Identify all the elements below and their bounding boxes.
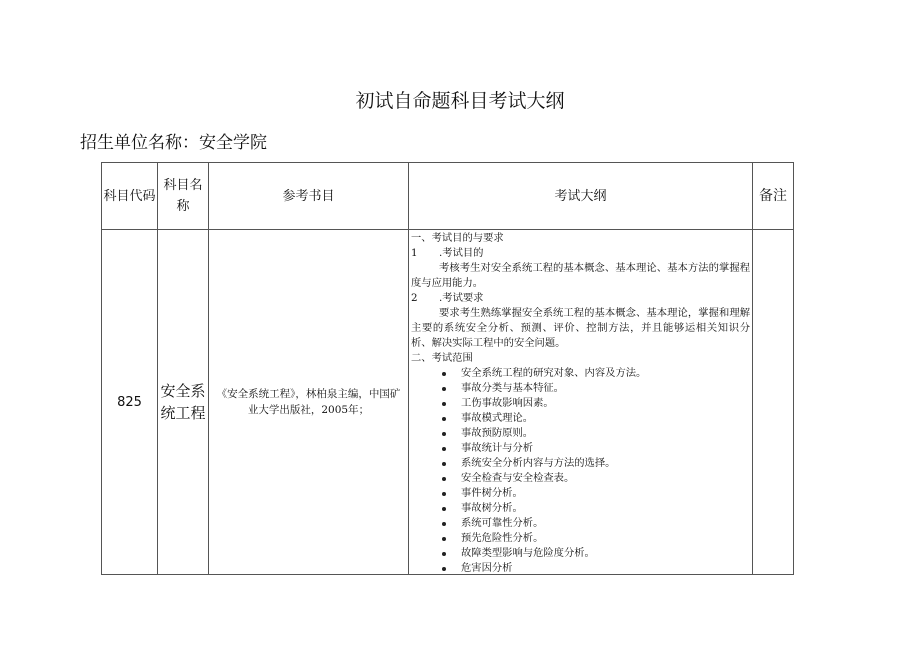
list-item: 事件树分析。	[439, 486, 750, 501]
header-remark: 备注	[753, 163, 794, 230]
header-code: 科目代码	[102, 163, 158, 230]
header-books: 参考书目	[209, 163, 409, 230]
topic-list	[411, 366, 750, 574]
unit-name-line: 招生单位名称：安全学院	[80, 133, 267, 153]
outline-cell	[409, 230, 753, 575]
list-item: 安全检查与安全检查表。	[439, 471, 750, 486]
reference-books: 《安全系统工程》，林柏泉主编，中国矿业大学出版社，2005年；	[209, 230, 409, 575]
list-item: 事故分类与基本特征。	[439, 381, 750, 396]
remark-cell	[753, 230, 794, 575]
outline-content	[409, 230, 752, 574]
item-number: 1	[411, 247, 418, 259]
list-item: 事故预防原则。	[439, 426, 750, 441]
list-item: 预先危险性分析。	[439, 531, 750, 546]
item-heading	[411, 291, 750, 306]
item-title: .考试要求	[439, 292, 484, 304]
list-item: 系统可靠性分析。	[439, 516, 750, 531]
page-title: 初试自命题科目考试大纲	[355, 90, 565, 112]
table-row	[102, 230, 794, 575]
subject-name: 安全系统工程	[158, 230, 209, 575]
list-item: 事故模式理论。	[439, 411, 750, 426]
list-item: 故障类型影响与危险度分析。	[439, 546, 750, 561]
list-item: 安全系统工程的研究对象、内容及方法。	[439, 366, 750, 381]
item-paragraph: 考核考生对安全系统工程的基本概念、基本理论、基本方法的掌握程度与应用能力。	[411, 262, 750, 289]
subject-code: 825	[102, 230, 158, 575]
table-header-row	[102, 163, 794, 230]
header-name: 科目名称	[158, 163, 209, 230]
section-title: 一、考试目的与要求	[411, 232, 504, 244]
item-heading	[411, 246, 750, 261]
item-number: 2	[411, 292, 418, 304]
exam-outline-table	[101, 162, 794, 575]
list-item: 事故树分析。	[439, 501, 750, 516]
item-title: .考试目的	[439, 247, 484, 259]
list-item: 事故统计与分析	[439, 441, 750, 456]
list-item: 系统安全分析内容与方法的选择。	[439, 456, 750, 471]
item-paragraph: 要求考生熟练掌握安全系统工程的基本概念、基本理论，掌握和理解主要的系统安全分析、预测、评价、控制方法，并且能够运相关知识分析、解决实际工程中的安全问题。	[411, 307, 750, 349]
list-item: 危害因分析	[439, 561, 750, 574]
section-title: 二、考试范围	[411, 352, 473, 364]
header-outline: 考试大纲	[409, 163, 753, 230]
list-item: 工伤事故影响因素。	[439, 396, 750, 411]
